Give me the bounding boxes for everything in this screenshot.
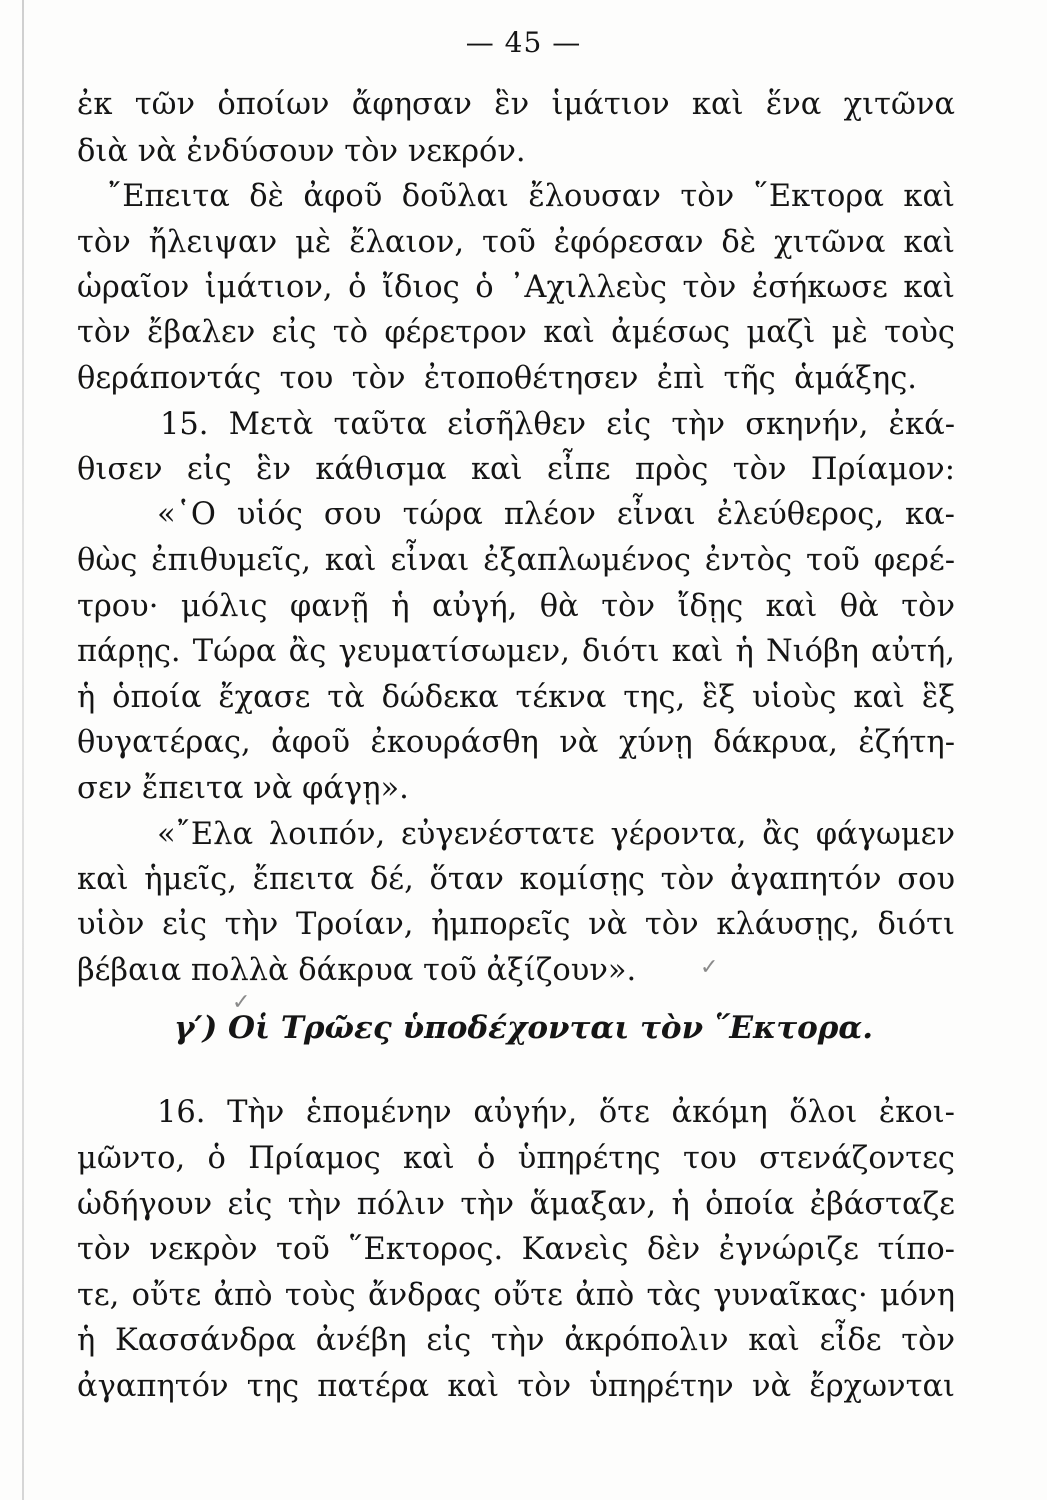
text-line: μῶντο, ὁ Πρίαμος καὶ ὁ ὑπηρέτης του στενάζοντες (77, 1141, 955, 1176)
text-line: ὡραῖον ἱμάτιον, ὁ ἴδιος ὁ ᾿Αχιλλεὺς τὸν ἐσήκωσε καὶ (77, 270, 955, 305)
text-line: τὸν ἔβαλεν εἰς τὸ φέρετρον καὶ ἀμέσως μαζὶ μὲ τοὺς (77, 315, 955, 350)
text-line: σεν ἔπειτα νὰ φάγῃ». (77, 771, 409, 806)
text-line: τὸν νεκρὸν τοῦ ῞Εκτορος. Κανεὶς δὲν ἐγνώριζε τίπο- (77, 1232, 955, 1267)
text-line: ἡ Κασσάνδρα ἀνέβη εἰς τὴν ἀκρόπολιν καὶ εἶδε τὸν (77, 1323, 955, 1358)
text-line: τρου· μόλις φανῇ ἡ αὐγή, θὰ τὸν ἴδῃς καὶ θὰ τὸν (77, 589, 955, 624)
text-line: ἡ ὁποία ἔχασε τὰ δώδεκα τέκνα της, ἓξ υἱοὺς καὶ ἓξ (77, 680, 955, 715)
text-line: καὶ ἡμεῖς, ἔπειτα δέ, ὅταν κομίσῃς τὸν ἀγαπητόν σου (77, 862, 955, 897)
text-line: διὰ νὰ ἐνδύσουν τὸν νεκρόν. (77, 134, 526, 169)
pencil-mark: ✓ (232, 990, 251, 1015)
section-heading: γ′) Οἱ Τρῶες ὑποδέχονται τὸν ῞Εκτορα. (173, 1010, 874, 1046)
text-line: βέβαια πολλὰ δάκρυα τοῦ ἀξίζουν». (77, 953, 637, 988)
text-line: «῾Ο υἱός σου τώρα πλέον εἶναι ἐλεύθερος, κα- (157, 497, 955, 532)
text-line: «῎Ελα λοιπόν, εὐγενέστατε γέροντα, ἂς φάγωμεν (157, 817, 955, 852)
text-line: τε, οὔτε ἀπὸ τοὺς ἄνδρας οὔτε ἀπὸ τὰς γυναῖκας· μόνη (77, 1278, 955, 1313)
text-line: θισεν εἰς ἓν κάθισμα καὶ εἶπε πρὸς τὸν Πρίαμον: (77, 452, 955, 487)
text-line: ἐκ τῶν ὁποίων ἄφησαν ἓν ἱμάτιον καὶ ἕνα χιτῶνα (77, 87, 955, 122)
pencil-check-mark: ✓ (700, 955, 719, 980)
text-line: θυγατέρας, ἀφοῦ ἐκουράσθη νὰ χύνῃ δάκρυα, ἐζήτη- (77, 725, 955, 760)
page-number: — 45 — (465, 26, 582, 59)
text-line: υἱὸν εἰς τὴν Τροίαν, ἠμπορεῖς νὰ τὸν κλάυσῃς, διότι (77, 907, 955, 942)
text-line: ῎Επειτα δὲ ἀφοῦ δοῦλαι ἔλουσαν τὸν ῞Εκτορα καὶ (107, 179, 955, 214)
text-line: θεράποντάς του τὸν ἐτοποθέτησεν ἐπὶ τῆς ἁμάξης. (77, 361, 917, 396)
text-line: τὸν ἤλειψαν μὲ ἔλαιον, τοῦ ἐφόρεσαν δὲ χιτῶνα καὶ (77, 225, 955, 260)
text-line: ἀγαπητόν της πατέρα καὶ τὸν ὑπηρέτην νὰ ἔρχωνται (77, 1369, 955, 1404)
text-line: πάρῃς. Τώρα ἂς γευματίσωμεν, διότι καὶ ἡ Νιόβη αὐτή, (77, 634, 955, 669)
text-line: θὼς ἐπιθυμεῖς, καὶ εἶναι ἐξαπλωμένος ἐντὸς τοῦ φερέ- (77, 543, 955, 578)
text-line: 15. Μετὰ ταῦτα εἰσῆλθεν εἰς τὴν σκηνήν, ἐκά- (160, 407, 955, 442)
text-line: 16. Τὴν ἑπομένην αὐγήν, ὅτε ἀκόμη ὅλοι ἐκοι- (157, 1095, 955, 1130)
page-edge-line (22, 0, 24, 1500)
text-line: ὡδήγουν εἰς τὴν πόλιν τὴν ἅμαξαν, ἡ ὁποία ἐβάσταζε (77, 1187, 955, 1222)
